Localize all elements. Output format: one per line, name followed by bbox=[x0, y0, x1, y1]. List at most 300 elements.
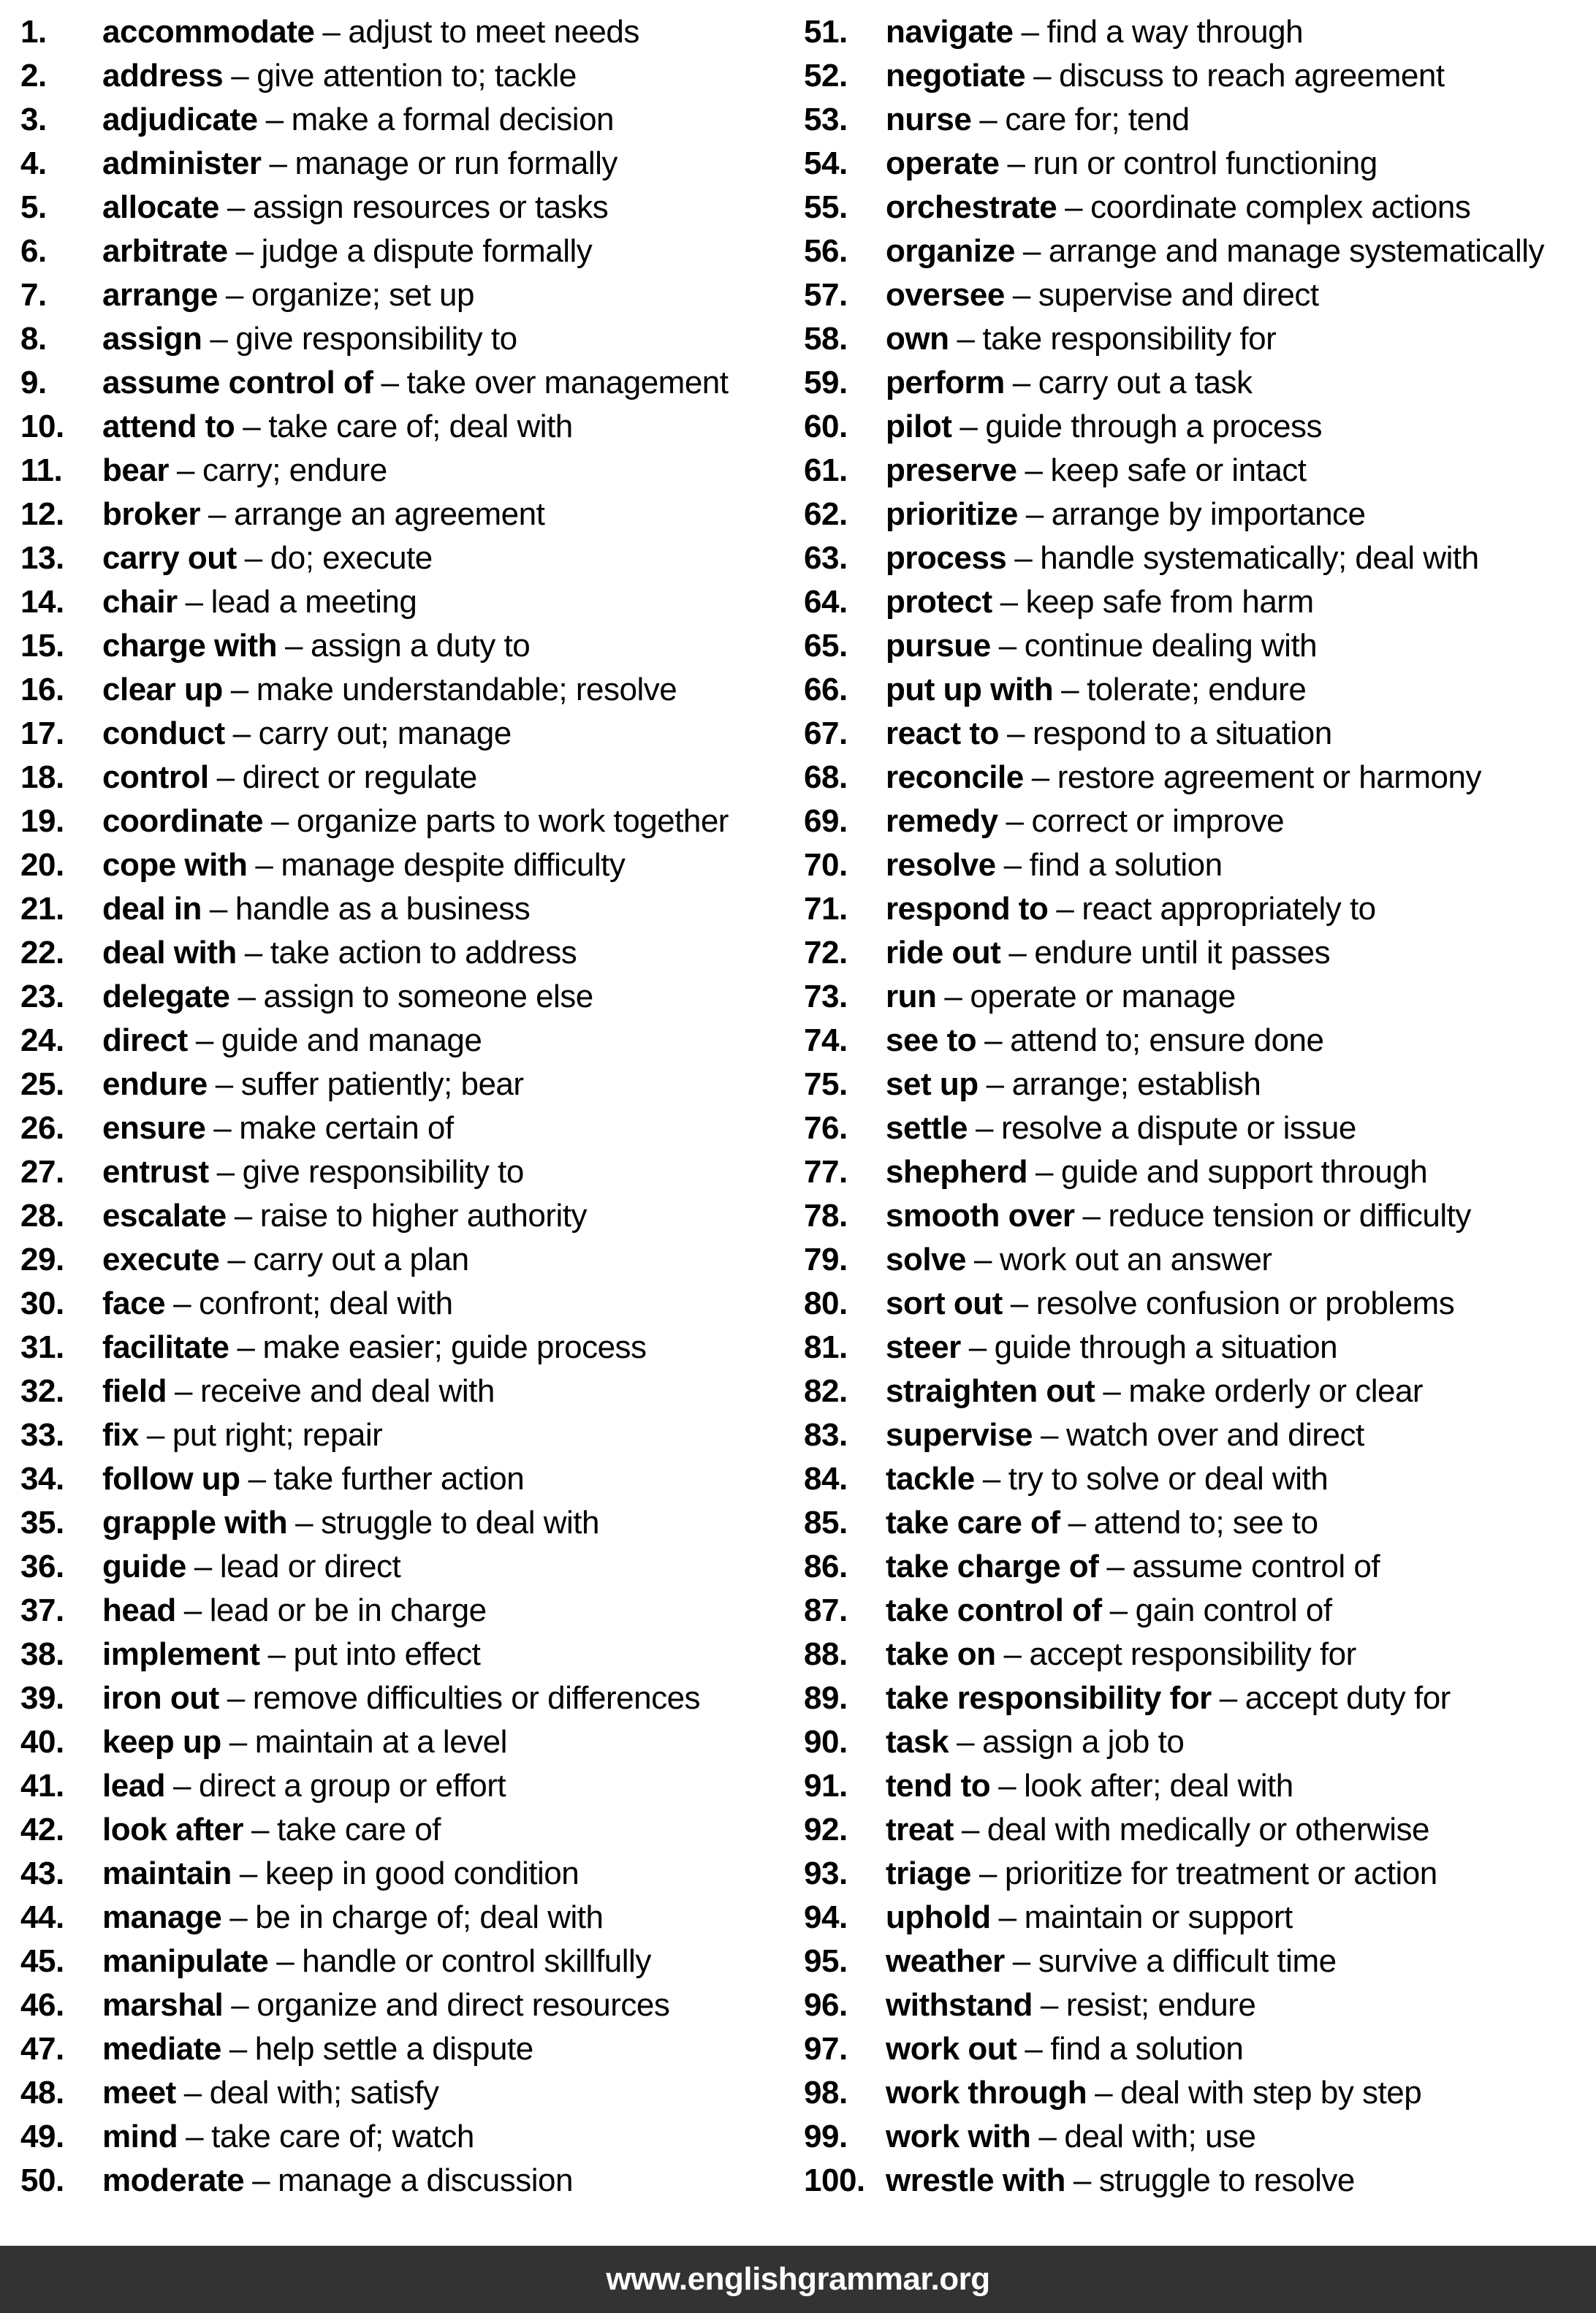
item-number: 59. bbox=[804, 365, 848, 400]
item-term: entrust bbox=[102, 1154, 209, 1190]
list-item bbox=[804, 1150, 1587, 1194]
item-text bbox=[886, 1633, 1356, 1676]
item-definition: arrange; establish bbox=[1011, 1066, 1261, 1102]
item-definition: run or control functioning bbox=[1033, 145, 1378, 181]
item-definition: take action to address bbox=[270, 935, 577, 971]
item-definition: carry; endure bbox=[202, 452, 387, 488]
item-number: 31. bbox=[20, 1329, 64, 1365]
item-definition: correct or improve bbox=[1031, 803, 1285, 839]
item-definition: take care of; deal with bbox=[268, 409, 573, 444]
item-text bbox=[102, 800, 729, 843]
list-item bbox=[804, 317, 1587, 361]
item-text bbox=[886, 405, 1322, 449]
item-number: 8. bbox=[20, 321, 47, 357]
item-number: 68. bbox=[804, 759, 848, 795]
item-definition: make a formal decision bbox=[291, 102, 615, 137]
item-separator: – bbox=[978, 1856, 997, 1891]
item-separator: – bbox=[1040, 1987, 1058, 2023]
item-term: supervise bbox=[886, 1417, 1033, 1453]
item-term: lead bbox=[102, 1768, 166, 1804]
item-text bbox=[886, 1764, 1293, 1808]
item-text bbox=[886, 2027, 1243, 2071]
item-separator: – bbox=[1025, 496, 1044, 532]
list-item bbox=[20, 843, 804, 887]
item-definition: handle systematically; deal with bbox=[1040, 540, 1479, 576]
item-separator: – bbox=[173, 1768, 191, 1804]
item-term: react to bbox=[886, 715, 999, 751]
item-separator: – bbox=[252, 2162, 270, 2198]
item-separator: – bbox=[1003, 1636, 1022, 1672]
item-text bbox=[102, 1633, 480, 1676]
item-text bbox=[102, 1589, 487, 1633]
list-item bbox=[20, 1676, 804, 1720]
item-number: 38. bbox=[20, 1636, 64, 1672]
item-text bbox=[886, 1983, 1255, 2027]
item-term: pursue bbox=[886, 628, 991, 664]
item-term: facilitate bbox=[102, 1329, 229, 1365]
list-item bbox=[20, 54, 804, 98]
item-term: fix bbox=[102, 1417, 139, 1453]
item-separator: – bbox=[1012, 277, 1030, 313]
item-definition: assume control of bbox=[1132, 1549, 1380, 1584]
list-item bbox=[20, 712, 804, 756]
item-text bbox=[102, 273, 474, 317]
item-separator: – bbox=[146, 1417, 164, 1453]
item-definition: direct or regulate bbox=[242, 759, 477, 795]
list-item bbox=[804, 712, 1587, 756]
item-definition: lead a meeting bbox=[210, 584, 417, 620]
item-definition: keep safe from harm bbox=[1025, 584, 1314, 620]
item-number: 33. bbox=[20, 1417, 64, 1453]
item-text bbox=[102, 2071, 439, 2115]
list-item bbox=[804, 843, 1587, 887]
item-definition: struggle to resolve bbox=[1098, 2162, 1355, 2198]
item-separator: – bbox=[1073, 2162, 1091, 2198]
item-definition: try to solve or deal with bbox=[1008, 1461, 1329, 1497]
item-term: charge with bbox=[102, 628, 277, 664]
item-text bbox=[886, 54, 1445, 98]
item-definition: accept duty for bbox=[1244, 1680, 1451, 1716]
item-definition: arrange and manage systematically bbox=[1048, 233, 1544, 269]
item-term: resolve bbox=[886, 847, 996, 883]
item-term: take responsibility for bbox=[886, 1680, 1212, 1716]
item-separator: – bbox=[1021, 14, 1039, 50]
item-term: withstand bbox=[886, 1987, 1033, 2023]
item-text bbox=[102, 2027, 533, 2071]
item-term: perform bbox=[886, 365, 1005, 400]
item-number: 18. bbox=[20, 759, 64, 795]
item-number: 57. bbox=[804, 277, 848, 313]
list-item bbox=[804, 1589, 1587, 1633]
item-number: 47. bbox=[20, 2031, 64, 2067]
item-term: maintain bbox=[102, 1856, 232, 1891]
item-separator: – bbox=[209, 891, 227, 927]
item-text bbox=[102, 1370, 495, 1413]
list-item bbox=[20, 756, 804, 800]
item-number: 84. bbox=[804, 1461, 848, 1497]
footer-bar bbox=[0, 2246, 1596, 2313]
item-number: 100. bbox=[804, 2162, 865, 2198]
item-text bbox=[102, 887, 530, 931]
list-item bbox=[804, 1545, 1587, 1589]
item-definition: deal with medically or otherwise bbox=[987, 1812, 1430, 1847]
list-item bbox=[20, 1808, 804, 1852]
item-separator: – bbox=[974, 1242, 992, 1277]
list-item bbox=[804, 536, 1587, 580]
item-number: 67. bbox=[804, 715, 848, 751]
list-item bbox=[20, 317, 804, 361]
item-separator: – bbox=[174, 1373, 192, 1409]
item-separator: – bbox=[173, 1285, 191, 1321]
item-text bbox=[886, 2115, 1255, 2159]
item-term: ensure bbox=[102, 1110, 206, 1146]
item-term: reconcile bbox=[886, 759, 1024, 795]
item-definition: find a way through bbox=[1046, 14, 1304, 50]
item-term: solve bbox=[886, 1242, 967, 1277]
item-term: remedy bbox=[886, 803, 998, 839]
list-item bbox=[20, 1413, 804, 1457]
item-text bbox=[886, 1106, 1356, 1150]
item-text bbox=[886, 10, 1303, 54]
item-number: 19. bbox=[20, 803, 64, 839]
item-number: 61. bbox=[804, 452, 848, 488]
item-separator: – bbox=[1219, 1680, 1237, 1716]
item-text bbox=[102, 975, 593, 1019]
item-number: 93. bbox=[804, 1856, 848, 1891]
item-term: process bbox=[886, 540, 1007, 576]
item-text bbox=[886, 1720, 1184, 1764]
item-definition: deal with; use bbox=[1064, 2119, 1256, 2154]
item-number: 55. bbox=[804, 189, 848, 225]
item-separator: – bbox=[1031, 759, 1049, 795]
item-number: 50. bbox=[20, 2162, 64, 2198]
item-number: 34. bbox=[20, 1461, 64, 1497]
item-text bbox=[886, 142, 1378, 186]
item-term: work through bbox=[886, 2075, 1087, 2111]
item-term: wrestle with bbox=[886, 2162, 1065, 2198]
item-term: organize bbox=[886, 233, 1015, 269]
item-text bbox=[102, 1282, 453, 1326]
item-term: mind bbox=[102, 2119, 178, 2154]
item-term: treat bbox=[886, 1812, 954, 1847]
item-number: 60. bbox=[804, 409, 848, 444]
item-number: 46. bbox=[20, 1987, 64, 2023]
item-number: 58. bbox=[804, 321, 848, 357]
item-number: 11. bbox=[20, 452, 63, 488]
item-term: bear bbox=[102, 452, 169, 488]
item-text bbox=[102, 1501, 599, 1545]
list-item bbox=[804, 449, 1587, 493]
item-text bbox=[886, 580, 1314, 624]
item-number: 7. bbox=[20, 277, 47, 313]
item-number: 65. bbox=[804, 628, 848, 664]
item-number: 28. bbox=[20, 1198, 64, 1234]
list-item bbox=[804, 10, 1587, 54]
item-term: steer bbox=[886, 1329, 961, 1365]
item-number: 54. bbox=[804, 145, 848, 181]
item-text bbox=[886, 186, 1470, 229]
item-separator: – bbox=[1095, 2075, 1113, 2111]
item-separator: – bbox=[267, 1636, 286, 1672]
item-term: see to bbox=[886, 1022, 977, 1058]
item-term: own bbox=[886, 321, 949, 357]
list-item bbox=[20, 1501, 804, 1545]
item-number: 83. bbox=[804, 1417, 848, 1453]
item-definition: manage despite difficulty bbox=[281, 847, 626, 883]
item-text bbox=[886, 1150, 1427, 1194]
item-separator: – bbox=[982, 1461, 1000, 1497]
item-definition: lead or direct bbox=[219, 1549, 401, 1584]
item-definition: resolve a dispute or issue bbox=[1000, 1110, 1356, 1146]
item-number: 27. bbox=[20, 1154, 64, 1190]
item-separator: – bbox=[1003, 847, 1022, 883]
item-term: smooth over bbox=[886, 1198, 1075, 1234]
list-item bbox=[804, 2027, 1587, 2071]
item-definition: put into effect bbox=[293, 1636, 481, 1672]
item-term: iron out bbox=[102, 1680, 219, 1716]
item-text bbox=[102, 1545, 400, 1589]
item-definition: carry out a plan bbox=[253, 1242, 469, 1277]
item-number: 51. bbox=[804, 14, 848, 50]
item-number: 16. bbox=[20, 672, 64, 707]
list-item bbox=[20, 1194, 804, 1238]
item-separator: – bbox=[237, 1329, 255, 1365]
list-item bbox=[804, 580, 1587, 624]
item-text bbox=[886, 273, 1319, 317]
item-definition: maintain at a level bbox=[254, 1724, 507, 1760]
item-text bbox=[886, 756, 1481, 800]
item-separator: – bbox=[1006, 715, 1025, 751]
item-definition: discuss to reach agreement bbox=[1059, 58, 1445, 94]
item-term: grapple with bbox=[102, 1505, 288, 1541]
list-item bbox=[804, 756, 1587, 800]
item-text bbox=[886, 2159, 1355, 2203]
item-number: 41. bbox=[20, 1768, 64, 1804]
item-separator: – bbox=[234, 1198, 252, 1234]
item-number: 98. bbox=[804, 2075, 848, 2111]
item-number: 39. bbox=[20, 1680, 64, 1716]
item-separator: – bbox=[1065, 189, 1083, 225]
item-term: prioritize bbox=[886, 496, 1018, 532]
item-definition: guide and manage bbox=[221, 1022, 482, 1058]
item-separator: – bbox=[255, 847, 273, 883]
item-term: allocate bbox=[102, 189, 219, 225]
item-separator: – bbox=[216, 759, 235, 795]
item-text bbox=[886, 1326, 1337, 1370]
item-text bbox=[886, 317, 1276, 361]
item-definition: restore agreement or harmony bbox=[1057, 759, 1481, 795]
list-item bbox=[804, 1063, 1587, 1106]
footer-url: www.englishgrammar.org bbox=[606, 2261, 990, 2297]
item-number: 32. bbox=[20, 1373, 64, 1409]
item-text bbox=[102, 756, 477, 800]
item-number: 82. bbox=[804, 1373, 848, 1409]
item-definition: find a solution bbox=[1050, 2031, 1244, 2067]
item-term: chair bbox=[102, 584, 178, 620]
item-number: 48. bbox=[20, 2075, 64, 2111]
item-text bbox=[886, 975, 1236, 1019]
item-number: 2. bbox=[20, 58, 47, 94]
item-separator: – bbox=[270, 803, 289, 839]
item-text bbox=[886, 1545, 1380, 1589]
item-definition: make understandable; resolve bbox=[256, 672, 677, 707]
list-item bbox=[20, 975, 804, 1019]
item-separator: – bbox=[176, 452, 194, 488]
item-definition: care for; tend bbox=[1005, 102, 1190, 137]
item-term: sort out bbox=[886, 1285, 1003, 1321]
item-number: 52. bbox=[804, 58, 848, 94]
item-text bbox=[886, 1852, 1437, 1896]
item-term: mediate bbox=[102, 2031, 221, 2067]
item-number: 37. bbox=[20, 1592, 64, 1628]
list-item bbox=[804, 2071, 1587, 2115]
item-definition: handle or control skillfully bbox=[302, 1943, 651, 1979]
item-number: 56. bbox=[804, 233, 848, 269]
item-text bbox=[886, 1589, 1332, 1633]
list-item bbox=[20, 10, 804, 54]
list-item bbox=[804, 1764, 1587, 1808]
item-definition: put right; repair bbox=[172, 1417, 383, 1453]
item-number: 43. bbox=[20, 1856, 64, 1891]
item-term: administer bbox=[102, 145, 262, 181]
item-separator: – bbox=[276, 1943, 294, 1979]
item-number: 79. bbox=[804, 1242, 848, 1277]
list-item bbox=[20, 1589, 804, 1633]
list-item bbox=[20, 624, 804, 668]
item-number: 76. bbox=[804, 1110, 848, 1146]
list-item bbox=[804, 887, 1587, 931]
item-text bbox=[886, 1194, 1471, 1238]
list-item bbox=[20, 1063, 804, 1106]
item-term: shepherd bbox=[886, 1154, 1028, 1190]
item-separator: – bbox=[979, 102, 997, 137]
item-number: 80. bbox=[804, 1285, 848, 1321]
item-definition: respond to a situation bbox=[1032, 715, 1332, 751]
list-item bbox=[20, 1764, 804, 1808]
item-separator: – bbox=[251, 1812, 270, 1847]
item-number: 91. bbox=[804, 1768, 848, 1804]
item-text bbox=[886, 1501, 1318, 1545]
item-text bbox=[102, 536, 433, 580]
item-term: carry out bbox=[102, 540, 237, 576]
item-number: 64. bbox=[804, 584, 848, 620]
list-item bbox=[804, 931, 1587, 975]
item-definition: give responsibility to bbox=[242, 1154, 524, 1190]
item-separator: – bbox=[1036, 1154, 1054, 1190]
item-number: 53. bbox=[804, 102, 848, 137]
item-number: 73. bbox=[804, 979, 848, 1014]
item-definition: assign a job to bbox=[982, 1724, 1185, 1760]
list-item bbox=[804, 975, 1587, 1019]
item-definition: keep in good condition bbox=[265, 1856, 580, 1891]
item-term: direct bbox=[102, 1022, 188, 1058]
item-separator: – bbox=[1056, 891, 1074, 927]
item-number: 15. bbox=[20, 628, 64, 664]
item-definition: lead or be in charge bbox=[209, 1592, 487, 1628]
list-item bbox=[20, 668, 804, 712]
item-text bbox=[886, 536, 1479, 580]
item-text bbox=[102, 186, 608, 229]
item-separator: – bbox=[1000, 584, 1018, 620]
item-definition: confront; deal with bbox=[199, 1285, 453, 1321]
item-separator: – bbox=[968, 1329, 987, 1365]
item-separator: – bbox=[944, 979, 962, 1014]
item-text bbox=[102, 1896, 603, 1940]
item-term: coordinate bbox=[102, 803, 263, 839]
item-separator: – bbox=[998, 628, 1016, 664]
item-term: settle bbox=[886, 1110, 968, 1146]
item-text bbox=[886, 1457, 1328, 1501]
item-definition: operate or manage bbox=[970, 979, 1236, 1014]
list-item bbox=[20, 1019, 804, 1063]
item-text bbox=[102, 668, 677, 712]
item-text bbox=[102, 712, 512, 756]
item-separator: – bbox=[960, 409, 978, 444]
item-term: run bbox=[886, 979, 937, 1014]
list-item bbox=[20, 1282, 804, 1326]
item-separator: – bbox=[239, 1856, 257, 1891]
item-term: negotiate bbox=[886, 58, 1026, 94]
list-item bbox=[20, 536, 804, 580]
list-item bbox=[804, 1238, 1587, 1282]
item-definition: deal with; satisfy bbox=[209, 2075, 439, 2111]
item-separator: – bbox=[295, 1505, 314, 1541]
item-term: escalate bbox=[102, 1198, 227, 1234]
item-separator: – bbox=[1012, 1943, 1030, 1979]
item-definition: organize; set up bbox=[251, 277, 474, 313]
item-text bbox=[102, 1326, 647, 1370]
item-definition: work out an answer bbox=[1000, 1242, 1272, 1277]
item-separator: – bbox=[1025, 452, 1043, 488]
item-definition: guide and support through bbox=[1061, 1154, 1428, 1190]
item-term: broker bbox=[102, 496, 200, 532]
item-term: face bbox=[102, 1285, 166, 1321]
item-definition: give attention to; tackle bbox=[256, 58, 577, 94]
item-term: assign bbox=[102, 321, 202, 357]
item-number: 87. bbox=[804, 1592, 848, 1628]
item-number: 4. bbox=[20, 145, 47, 181]
item-number: 89. bbox=[804, 1680, 848, 1716]
item-definition: give responsibility to bbox=[235, 321, 517, 357]
item-number: 24. bbox=[20, 1022, 64, 1058]
item-term: straighten out bbox=[886, 1373, 1095, 1409]
item-definition: resist; endure bbox=[1065, 1987, 1256, 2023]
item-text bbox=[102, 98, 614, 142]
item-definition: direct a group or effort bbox=[199, 1768, 506, 1804]
item-definition: make certain of bbox=[239, 1110, 454, 1146]
item-definition: make orderly or clear bbox=[1128, 1373, 1424, 1409]
item-text bbox=[102, 1720, 507, 1764]
item-definition: look after; deal with bbox=[1024, 1768, 1293, 1804]
list-item bbox=[804, 1019, 1587, 1063]
item-term: triage bbox=[886, 1856, 971, 1891]
list-item bbox=[20, 2115, 804, 2159]
item-term: tend to bbox=[886, 1768, 991, 1804]
item-term: meet bbox=[102, 2075, 176, 2111]
item-term: execute bbox=[102, 1242, 220, 1277]
item-definition: react appropriately to bbox=[1082, 891, 1376, 927]
item-separator: – bbox=[227, 1680, 245, 1716]
item-text bbox=[102, 229, 592, 273]
item-text bbox=[102, 1063, 524, 1106]
item-definition: carry out; manage bbox=[258, 715, 512, 751]
item-text bbox=[102, 843, 625, 887]
list-item bbox=[804, 1633, 1587, 1676]
item-separator: – bbox=[1010, 1285, 1028, 1321]
item-text bbox=[102, 1457, 524, 1501]
item-separator: – bbox=[235, 233, 254, 269]
item-term: manipulate bbox=[102, 1943, 269, 1979]
